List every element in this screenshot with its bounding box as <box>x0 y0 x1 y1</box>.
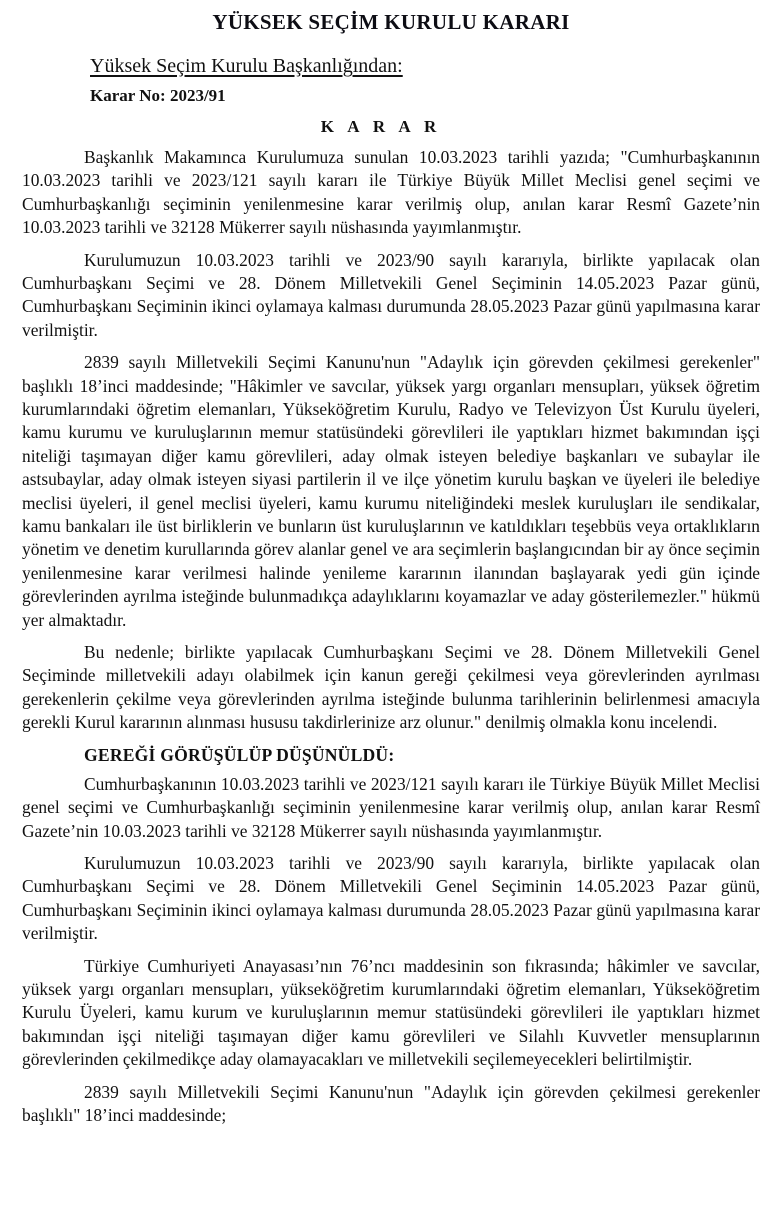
paragraph-3: 2839 sayılı Milletvekili Seçimi Kanunu'nun "Adaylık için görevden çekilmesi gerekenler" başlıklı 18’inci maddesinde; "Hâkimler ve savcılar, yüksek yargı organları mensupları, yüksek öğretim kurumlarındaki öğretim elemanları, Yükseköğretim Kurulu, Radyo ve Televizyon Üst Kurulu üyeleri, kamu kurumu ve kuruluşlarının memur statüsündeki görevlileri ile yaptıkları hizmet bakımından işçi niteliği taşımayan diğer kamu görevlileri, aday olmak isteyen belediye başkanları ve subaylar ile astsubaylar, aday olmak isteyen siyasi partilerin il ve ilçe yönetim kurulu başkan ve üyeleri ile belediye meclisi üyeleri, il genel meclisi üyeleri, kamu kurumu niteliğindeki meslek kuruluşları ile sendikalar, kamu bankaları ile üst birliklerin ve bunların üst kuruluşlarının ve katıldıkları teşebbüs veya ortaklıkların yönetim ve denetim kurullarında görev alanlar genel ve ara seçimlerin başlangıcından bir ay önce seçimin yenilenmesine karar verilmesi halinde yenileme kararının ilanından başlayarak yedi gün içinde görevlerinden ayrılma isteğinde bulunmadıkça adaylıklarını koyamazlar ve aday gösterilemezler." hükmü yer almaktadır. <box>22 352 760 630</box>
paragraph-5: Cumhurbaşkanının 10.03.2023 tarihli ve 2023/121 sayılı kararı ile Türkiye Büyük Millet Meclisi genel seçimi ve Cumhurbaşkanlığı seçiminin yenilenmesine karar verilmiş olup, anılan karar Resmî Gazete’nin 10.03.2023 tarihli ve 32128 Mükerrer sayılı nüshasında yayımlanmıştır. <box>22 773 760 841</box>
issuer-label: Yüksek Seçim Kurulu Başkanlığından: <box>90 55 403 78</box>
issuer-line <box>90 54 760 78</box>
document-page <box>0 6 780 1228</box>
paragraph-6: Kurulumuzun 10.03.2023 tarihli ve 2023/90 sayılı kararıyla, birlikte yapılacak olan Cumhurbaşkanı Seçimi ve 28. Dönem Milletvekili Genel Seçiminin 14.05.2023 Pazar günü, Cumhurbaşkanı Seçiminin ikinci oylamaya kalması durumunda 28.05.2023 Pazar günü yapılmasına karar verilmiştir. <box>22 853 760 944</box>
paragraph-7: Türkiye Cumhuriyeti Anayasası’nın 76’ncı maddesinin son fıkrasında; hâkimler ve savcılar, yüksek yargı organları mensupları, yükseköğretim kurumlarındaki öğretim elemanları, Yükseköğretim Kurulu Üyeleri, kamu kurum ve kuruluşlarının memur statüsündeki görevlileri ile yaptıkları hizmet bakımından işçi niteliği taşımayan diğer kamu görevlileri ve Silahlı Kuvvetler mensuplarının görevlerinden çekilmedikçe aday olamayacakları ve milletvekili seçilemeyecekleri belirtilmiştir. <box>22 955 760 1070</box>
page-title: YÜKSEK SEÇİM KURULU KARARI <box>212 10 570 34</box>
karar-heading: K A R A R <box>320 116 442 136</box>
paragraph-4: Bu nedenle; birlikte yapılacak Cumhurbaşkanı Seçimi ve 28. Dönem Milletvekili Genel Seçiminde milletvekili adayı olabilmek için kanun gereği çekilmesi veya görevlerinden ayrılması gerekenlerin çekilme veya görevlerinden ayrılma isteğinde bulunma tarihlerinin belirlenmesi amacıyla gerekli Kurul kararının alınması hususu takdirlerinize arz olunur." denilmiş olmakla konu incelendi. <box>22 642 760 733</box>
decision-number: Karar No: 2023/91 <box>90 86 226 106</box>
paragraph-2: Kurulumuzun 10.03.2023 tarihli ve 2023/90 sayılı kararıyla, birlikte yapılacak olan Cumhurbaşkanı Seçimi ve 28. Dönem Milletvekili Genel Seçiminin 14.05.2023 Pazar günü, Cumhurbaşkanı Seçiminin ikinci oylamaya kalması durumunda 28.05.2023 Pazar günü yapılmasına karar verilmiştir. <box>22 249 760 340</box>
paragraph-8: 2839 sayılı Milletvekili Seçimi Kanunu'nun "Adaylık için görevden çekilmesi gerekenler başlıklı" 18’inci maddesinde; <box>22 1081 760 1126</box>
paragraph-1: Başkanlık Makamınca Kurulumuza sunulan 10.03.2023 tarihli yazıda; "Cumhurbaşkanının 10.03.2023 tarihli ve 2023/121 sayılı kararı ile Türkiye Büyük Millet Meclisi genel seçimi ve Cumhurbaşkanlığı seçiminin yenilenmesine karar verilmiş olup, anılan karar Resmî Gazete’nin 10.03.2023 tarihli ve 32128 Mükerrer sayılı nüshasında yayımlanmıştır. <box>22 146 760 238</box>
section-heading-gerekli-gorusulup: GEREĞİ GÖRÜŞÜLÜP DÜŞÜNÜLDÜ: <box>84 744 395 765</box>
